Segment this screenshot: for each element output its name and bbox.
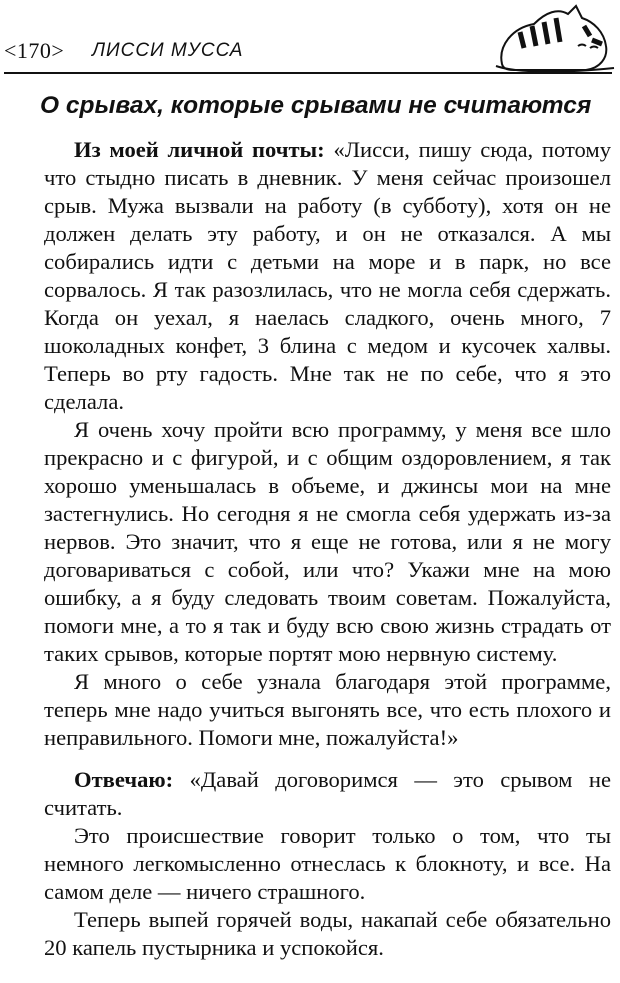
answer-paragraph: Это происшествие говорит только о том, что ты немного легкомысленно отнеслась к блокноту, и все. На самом деле — ничего страшного. [44, 823, 611, 904]
article-body [44, 136, 611, 962]
answer-paragraph: Теперь выпей горячей воды, накапай себе обязательно 20 капель пустырника и успокойся. [44, 907, 611, 960]
letter-paragraph: Я много о себе узнала благодаря этой программе, теперь мне надо учиться выгонять все, что есть плохого и неправильного. Помоги мне, пожалуйста!» [44, 669, 611, 750]
page-number: <170> [4, 38, 65, 63]
letter-label: Из моей личной почты: [74, 137, 325, 162]
page-header [0, 0, 620, 80]
letter-paragraph: Из моей личной почты: «Лисси, пишу сюда, потому что стыдно писать в дневник. У меня сейчас произошел срыв. Мужа вызвали на работу (в субботу), хотя он не должен делать эту работу, и он не отказался. А мы собирались идти с детьми на море и в парк, но все сорвалось. Я так разозлилась, что не могла себя сдержать. Когда он уехал, я наелась сладкого, очень много, 7 шоколадных конфет, 3 блина с медом и кусочек халвы. Теперь во рту гадость. Мне так не по себе, что я это сделала. [44, 137, 612, 414]
letter-paragraph: Я очень хочу пройти всю программу, у меня все шло прекрасно и с фигурой, и с общим оздоровлением, я так хорошо уменьшалась в объеме, и джинсы мои на мне застегнулись. Но сегодня я не смогла себя удержать из-за нервов. Это значит, что я еще не готова, или я не могу договариваться с собой, или что? Укажи мне на мою ошибку, а я буду следовать твоим советам. Пожалуйста, помоги мне, а то я так и буду всю свою жизнь страдать от таких срывов, которые портят мою нервную систему. [44, 417, 611, 666]
sleeping-cat-icon [494, 2, 618, 76]
answer-label: Отвечаю: [74, 767, 174, 792]
section-title: О срывах, которые срывами не считаются [40, 92, 592, 119]
answer-paragraph: Отвечаю: «Давай договоримся — это срывом не считать. [44, 767, 611, 820]
running-title: ЛИССИ МУССА [92, 40, 244, 61]
